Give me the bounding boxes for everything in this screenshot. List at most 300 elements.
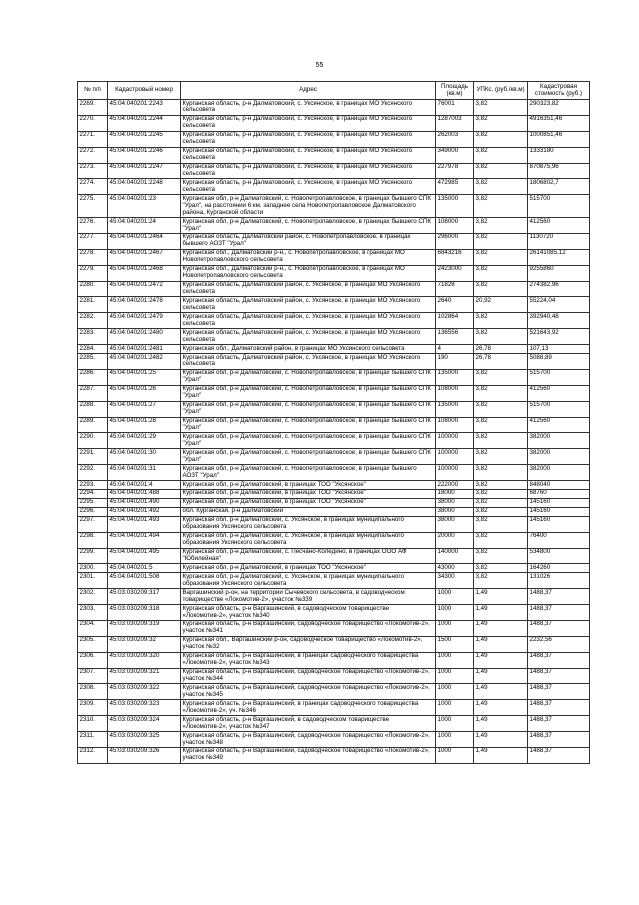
cell-area: 227978 [436, 163, 474, 179]
cell-upks: 3,82 [474, 179, 528, 195]
table-row [78, 465, 590, 481]
cadastral-table [77, 81, 590, 764]
cell-cost: 1488,37 [528, 589, 590, 605]
cell-area: 108000 [436, 218, 474, 234]
cell-area: 100000 [436, 433, 474, 449]
cell-cadastral: 45:03:030209:321 [108, 668, 181, 684]
cell-cost: 274382,96 [528, 281, 590, 297]
cell-cost: 9255860 [528, 265, 590, 281]
cell-area: 102864 [436, 313, 474, 329]
cell-cadastral: 45:04:040201:492 [108, 507, 181, 516]
cell-num: 2269. [78, 100, 108, 116]
cell-address: Курганская обл, р-н Далматовский, с. Новопетропавловское, в границах бывшего СПК "Урал" [181, 401, 436, 417]
cell-cadastral: 45:04:040201:2468 [108, 265, 181, 281]
cell-address: Курганская обл, р-н Далматовский, в границах ТОО "Уксянское" [181, 481, 436, 490]
cell-cost: 1488,37 [528, 684, 590, 700]
cell-address: Курганская область, р-н Варгашинский, в границах садоводческого товарищества «Локомотив-2», участок №343 [181, 652, 436, 668]
cell-address: Курганская обл, р-н Далматовский, с. Песчано-Коледино, в границах ООО АФ "Юбилейная" [181, 548, 436, 564]
table-row [78, 652, 590, 668]
cell-area: 135000 [436, 369, 474, 385]
cell-upks: 3,82 [474, 433, 528, 449]
cell-cost: 26141085,12 [528, 249, 590, 265]
cell-cost: 1488,37 [528, 620, 590, 636]
cell-area: 135000 [436, 401, 474, 417]
cell-cost: 1488,37 [528, 716, 590, 732]
cell-cost: 515700 [528, 369, 590, 385]
cell-cost: 1488,37 [528, 747, 590, 763]
table-row [78, 115, 590, 131]
table-row [78, 548, 590, 564]
cell-area: 1500 [436, 636, 474, 652]
cell-num: 2307. [78, 668, 108, 684]
table-row [78, 747, 590, 763]
cell-num: 2310. [78, 716, 108, 732]
table-row [78, 163, 590, 179]
cell-upks: 1,49 [474, 589, 528, 605]
cell-num: 2274. [78, 179, 108, 195]
cell-cost: 515700 [528, 195, 590, 218]
table-row [78, 401, 590, 417]
cell-address: Курганская обл, р-н Далматовский, с. Уксянское, в границах муниципального образования Уксянского сельсовета [181, 516, 436, 532]
cell-cost: 382000 [528, 465, 590, 481]
table-row [78, 589, 590, 605]
cell-cost: 1806802,7 [528, 179, 590, 195]
cell-cadastral: 45:03:030209:322 [108, 684, 181, 700]
cell-area: 76001 [436, 100, 474, 116]
table-row [78, 433, 590, 449]
cell-area: 1000 [436, 668, 474, 684]
cell-num: 2278. [78, 249, 108, 265]
cell-address: Курганская область, Далматовский район, с. Уксянское, в границах МО Уксянского сельсовета [181, 329, 436, 345]
cell-upks: 1,49 [474, 652, 528, 668]
cell-num: 2276. [78, 218, 108, 234]
cell-address: Курганская обл., Варгашинский р-он, садоводческое товарищество «Локомотив-2», участок №32 [181, 636, 436, 652]
cell-address: Курганская обл, р-н Далматовский, с. Уксянское, в границах муниципального образования Уксянского сельсовета [181, 532, 436, 548]
cell-num: 2296. [78, 507, 108, 516]
cell-area: 1287003 [436, 115, 474, 131]
cell-address: Курганская область, р-н Далматовский, с. Уксянское, в границах МО Уксянского сельсовета [181, 179, 436, 195]
table-row [78, 516, 590, 532]
cell-cost: 55224,04 [528, 297, 590, 313]
cell-cadastral: 45:04:040201:28 [108, 417, 181, 433]
cell-upks: 3,82 [474, 163, 528, 179]
cell-upks: 3,82 [474, 329, 528, 345]
cell-address: Курганская область, р-н Далматовский, с. Уксянское, в границах МО Уксянского сельсовета [181, 163, 436, 179]
cell-cost: 521643,92 [528, 329, 590, 345]
cell-upks: 3,82 [474, 265, 528, 281]
table-row [78, 449, 590, 465]
cell-num: 2292. [78, 465, 108, 481]
cell-address: Курганская область, р-н Варгашинский, садоводческое товарищество «Локомотив-2», участок №345 [181, 684, 436, 700]
cell-num: 2312. [78, 747, 108, 763]
cell-address: Курганская обл, р-н Далматовский, в границах ТОО "Уксянское" [181, 498, 436, 507]
table-row [78, 354, 590, 370]
cell-area: 4 [436, 345, 474, 354]
cell-area: 100000 [436, 449, 474, 465]
cell-cost: 290323,82 [528, 100, 590, 116]
cell-upks: 3,82 [474, 281, 528, 297]
cell-area: 38000 [436, 498, 474, 507]
table-row [78, 147, 590, 163]
cell-upks: 1,49 [474, 716, 528, 732]
cell-cost: 1488,37 [528, 668, 590, 684]
cell-num: 2277. [78, 233, 108, 249]
cell-num: 2280. [78, 281, 108, 297]
cell-area: 43000 [436, 564, 474, 573]
header-cadastral: Кадастровый номер [108, 82, 181, 100]
cell-cadastral: 45:04:040201:31 [108, 465, 181, 481]
table-row [78, 498, 590, 507]
cell-area: 472985 [436, 179, 474, 195]
cell-area: 1000 [436, 684, 474, 700]
cell-upks: 3,82 [474, 115, 528, 131]
cell-cost: 1333180 [528, 147, 590, 163]
cell-num: 2284. [78, 345, 108, 354]
cell-cadastral: 45:04:040201:2244 [108, 115, 181, 131]
cell-upks: 3,82 [474, 489, 528, 498]
cell-address: Курганская обл, р-н Далматовский, с. Уксянское, в границах муниципального образования Уксянского сельсовета [181, 573, 436, 589]
cell-address: Курганская обл., Далматовский р-н., с. Новопетропавловское, в границах МО Новопетропавловского сельсовета [181, 249, 436, 265]
header-area: Площадь (кв.м) [436, 82, 474, 100]
cell-cadastral: 45:04:040201:2480 [108, 329, 181, 345]
cell-num: 2305. [78, 636, 108, 652]
cell-address: Курганская обл, р-н Далматовский, в границах ТОО "Уксянское" [181, 489, 436, 498]
cell-cost: 1000851,46 [528, 131, 590, 147]
cell-cadastral: 45:03:030209:319 [108, 620, 181, 636]
cell-upks: 1,49 [474, 668, 528, 684]
cell-cadastral: 45:04:040201:2464 [108, 233, 181, 249]
table-row [78, 573, 590, 589]
cell-num: 2281. [78, 297, 108, 313]
cell-upks: 1,49 [474, 684, 528, 700]
cell-cadastral: 45:04:040201:29 [108, 433, 181, 449]
cell-cadastral: 45:04:040201:2245 [108, 131, 181, 147]
cell-cadastral: 45:04:040201:2478 [108, 297, 181, 313]
cell-upks: 3,82 [474, 498, 528, 507]
cell-area: 108000 [436, 417, 474, 433]
header-num: № п/п [78, 82, 108, 100]
cell-num: 2308. [78, 684, 108, 700]
cell-cost: 145160 [528, 498, 590, 507]
cell-upks: 3,82 [474, 131, 528, 147]
table-row [78, 233, 590, 249]
cell-cadastral: 45:04:040201:488 [108, 489, 181, 498]
cell-num: 2273. [78, 163, 108, 179]
cell-area: 1000 [436, 716, 474, 732]
cell-upks: 1,49 [474, 747, 528, 763]
cell-upks: 3,82 [474, 369, 528, 385]
cell-address: Курганская область, р-н Далматовский, с. Уксянское, в границах МО Уксянского сельсовета [181, 147, 436, 163]
cell-num: 2271. [78, 131, 108, 147]
table-row [78, 385, 590, 401]
cell-num: 2309. [78, 700, 108, 716]
cell-address: Курганская обл, р-н Далматовский, с. Новопетропавловское, в границах бывшего АОЗТ "Урал" [181, 465, 436, 481]
cell-num: 2279. [78, 265, 108, 281]
table-row [78, 369, 590, 385]
cell-address: Курганская обл, р-н Далматовский, с. Новопетропавловское, в границах бывшего СПК "Урал", на расстоянии 6 км. западнее села Новопетропавловское Далматовского района, Курганской области [181, 195, 436, 218]
cell-cadastral: 45:04:040201:2467 [108, 249, 181, 265]
cell-cost: 412560 [528, 218, 590, 234]
cell-cadastral: 45:04:040201:493 [108, 516, 181, 532]
cell-cost: 534800 [528, 548, 590, 564]
cell-num: 2303. [78, 605, 108, 621]
header-row [78, 82, 590, 100]
cell-address: Курганская область, Далматовский район, с. Новопетропавловское, в границах бывшего АОЗТ "Урал" [181, 233, 436, 249]
cell-upks: 3,82 [474, 507, 528, 516]
table-row [78, 297, 590, 313]
cell-upks: 26,78 [474, 354, 528, 370]
cell-cadastral: 45:04:040201:23 [108, 195, 181, 218]
table-body [78, 100, 590, 764]
cell-cadastral: 45:03:030209:320 [108, 652, 181, 668]
cell-num: 2289. [78, 417, 108, 433]
page-number: 55 [315, 62, 324, 69]
cell-area: 135000 [436, 195, 474, 218]
cell-cadastral: 45:04:040201:30 [108, 449, 181, 465]
cell-cadastral: 45:03:030209:32 [108, 636, 181, 652]
cell-upks: 1,49 [474, 636, 528, 652]
cell-upks: 3,82 [474, 195, 528, 218]
cell-cadastral: 45:04:040201:2248 [108, 179, 181, 195]
cell-address: Курганская обл, р-н Далматовский, с. Новопетропавловское, в границах бывшего СПК "Урал" [181, 449, 436, 465]
table-row [78, 732, 590, 748]
cell-num: 2275. [78, 195, 108, 218]
cell-area: 38000 [436, 507, 474, 516]
cell-area: 1000 [436, 620, 474, 636]
cell-cadastral: 45:04:040201:5 [108, 564, 181, 573]
cell-upks: 3,82 [474, 218, 528, 234]
table-row [78, 313, 590, 329]
cell-address: обл. Курганская, р-н Далматовский [181, 507, 436, 516]
cell-upks: 20,92 [474, 297, 528, 313]
cell-num: 2297. [78, 516, 108, 532]
cell-cost: 145160 [528, 507, 590, 516]
table-row [78, 265, 590, 281]
cell-num: 2270. [78, 115, 108, 131]
cell-num: 2302. [78, 589, 108, 605]
cell-num: 2293. [78, 481, 108, 490]
cell-cadastral: 45:04:040201:490 [108, 498, 181, 507]
cell-area: 296000 [436, 233, 474, 249]
cell-address: Курганская обл, р-н Далматовский, с. Новопетропавловское, в границах бывшего СПК "Урал" [181, 385, 436, 401]
cell-upks: 26,78 [474, 345, 528, 354]
cell-upks: 3,82 [474, 516, 528, 532]
table-row [78, 281, 590, 297]
header-cost: Кадастровая стоимость (руб.) [528, 82, 590, 100]
cell-upks: 3,82 [474, 481, 528, 490]
cell-address: Курганская область, р-н Далматовский, с. Уксянское, в границах МО Уксянского сельсовета [181, 100, 436, 116]
cell-cadastral: 45:04:040201:2472 [108, 281, 181, 297]
cell-area: 1000 [436, 700, 474, 716]
cell-area: 1000 [436, 652, 474, 668]
cell-address: Курганская область, р-н Варгашинский, садоводческое товарищество «Локомотив-2», участок №344 [181, 668, 436, 684]
cell-area: 1000 [436, 589, 474, 605]
cell-address: Курганская область, р-н Далматовский, с. Уксянское, в границах МО Уксянского сельсовета [181, 131, 436, 147]
cell-address: Курганская область, Далматовский район, с. Уксянское, в границах МО Уксянского сельсовета [181, 354, 436, 370]
cell-address: Курганская обл, р-н Далматовский, с. Новопетропавловское, в границах бывшего СПК "Урал" [181, 369, 436, 385]
cell-upks: 3,82 [474, 233, 528, 249]
cell-cost: 412560 [528, 385, 590, 401]
cell-upks: 3,82 [474, 449, 528, 465]
cell-num: 2287. [78, 385, 108, 401]
cell-address: Курганская обл, р-н Далматовский, с. Новопетропавловское, в границах бывшего СПК "Урал" [181, 218, 436, 234]
cell-area: 2640 [436, 297, 474, 313]
table-row [78, 532, 590, 548]
cell-cost: 412560 [528, 417, 590, 433]
cell-cadastral: 45:04:040201:508 [108, 573, 181, 589]
cell-num: 2306. [78, 652, 108, 668]
table-row [78, 489, 590, 498]
table-row [78, 329, 590, 345]
cell-cadastral: 45:04:040201:2479 [108, 313, 181, 329]
cell-upks: 3,82 [474, 313, 528, 329]
cell-num: 2283. [78, 329, 108, 345]
cell-area: 20000 [436, 532, 474, 548]
cell-cadastral: 45:04:040201:2246 [108, 147, 181, 163]
cell-upks: 3,82 [474, 548, 528, 564]
table-row [78, 620, 590, 636]
table-row [78, 564, 590, 573]
cell-area: 2423000 [436, 265, 474, 281]
table-row [78, 131, 590, 147]
cell-cadastral: 45:03:030209:317 [108, 589, 181, 605]
cell-area: 6843216 [436, 249, 474, 265]
cell-address: Курганская область, Далматовский район, с. Уксянское, в границах МО Уксянского сельсовета [181, 297, 436, 313]
cell-address: Курганская обл, р-н Далматовский, с. Новопетропавловское, в границах бывшего СПК "Урал" [181, 433, 436, 449]
cell-cadastral: 45:04:040201:24 [108, 218, 181, 234]
cell-area: 34300 [436, 573, 474, 589]
cell-area: 108000 [436, 385, 474, 401]
table-header [78, 82, 590, 100]
cell-cadastral: 45:03:030209:323 [108, 700, 181, 716]
cell-upks: 3,82 [474, 532, 528, 548]
cell-cost: 131026 [528, 573, 590, 589]
cell-num: 2272. [78, 147, 108, 163]
cell-num: 2288. [78, 401, 108, 417]
table-row [78, 195, 590, 218]
cell-cadastral: 45:04:040201:2243 [108, 100, 181, 116]
table-row [78, 345, 590, 354]
cell-cost: 145160 [528, 516, 590, 532]
cell-cost: 382000 [528, 449, 590, 465]
cell-cadastral: 45:04:040201:26 [108, 385, 181, 401]
cell-cost: 870875,96 [528, 163, 590, 179]
cell-cadastral: 45:04:040201:2481 [108, 345, 181, 354]
cell-upks: 3,82 [474, 564, 528, 573]
cell-address: Курганская область, р-н Варгашинский, садоводческое товарищество «Локомотив-2», участок №341 [181, 620, 436, 636]
cell-cadastral: 45:04:040201:4 [108, 481, 181, 490]
cell-num: 2294. [78, 489, 108, 498]
cell-num: 2286. [78, 369, 108, 385]
cell-area: 1000 [436, 732, 474, 748]
table-row [78, 700, 590, 716]
cell-cost: 5088,89 [528, 354, 590, 370]
cell-area: 100000 [436, 465, 474, 481]
cell-cadastral: 45:04:040201:25 [108, 369, 181, 385]
cell-cadastral: 45:03:030209:326 [108, 747, 181, 763]
cell-num: 2299. [78, 548, 108, 564]
cell-cadastral: 45:03:030209:324 [108, 716, 181, 732]
cell-upks: 3,82 [474, 385, 528, 401]
cell-cadastral: 45:04:040201:27 [108, 401, 181, 417]
cell-address: Курганская область, р-н Варгашинский, в границах садоводческого товарищества «Локомотив-2», уч. №346 [181, 700, 436, 716]
cell-cost: 4916351,46 [528, 115, 590, 131]
cell-num: 2282. [78, 313, 108, 329]
table-row [78, 100, 590, 116]
cell-upks: 3,82 [474, 147, 528, 163]
table-row [78, 716, 590, 732]
cell-cost: 515700 [528, 401, 590, 417]
cell-cadastral: 45:04:040201:2482 [108, 354, 181, 370]
cell-cadastral: 45:04:040201:495 [108, 548, 181, 564]
cell-upks: 3,82 [474, 417, 528, 433]
cell-area: 18000 [436, 489, 474, 498]
cell-area: 1000 [436, 747, 474, 763]
cell-area: 71828 [436, 281, 474, 297]
cell-cost: 1130720 [528, 233, 590, 249]
cell-area: 190 [436, 354, 474, 370]
cell-address: Курганская обл, р-н Далматовский, в границах ТОО "Уксянское" [181, 564, 436, 573]
cell-area: 262003 [436, 131, 474, 147]
cell-num: 2304. [78, 620, 108, 636]
cell-num: 2300. [78, 564, 108, 573]
cell-cost: 1488,37 [528, 700, 590, 716]
cell-address: Курганская область, р-н Варгашинский, садоводческое товарищество «Локомотив-2», участок №348 [181, 732, 436, 748]
cell-upks: 1,49 [474, 700, 528, 716]
cell-cost: 382000 [528, 433, 590, 449]
cell-upks: 1,49 [474, 620, 528, 636]
cell-num: 2311. [78, 732, 108, 748]
cell-address: Курганская область, Далматовский район, с. Уксянское, в границах МО Уксянского сельсовета [181, 313, 436, 329]
cell-address: Курганская обл., Далматовский р-н., с. Новопетропавловское, в границах МО Новопетропавловского сельсовета [181, 265, 436, 281]
cell-area: 349000 [436, 147, 474, 163]
cell-cost: 848040 [528, 481, 590, 490]
header-upks: УПКс. (руб./кв.м) [474, 82, 528, 100]
table-row [78, 179, 590, 195]
cell-num: 2291. [78, 449, 108, 465]
table-row [78, 218, 590, 234]
cell-upks: 3,82 [474, 401, 528, 417]
cell-upks: 3,82 [474, 573, 528, 589]
cell-num: 2285. [78, 354, 108, 370]
cell-upks: 3,82 [474, 465, 528, 481]
cell-address: Курганская область, р-н Варгашинский, садоводческое товарищество «Локомотив-2», участок №349 [181, 747, 436, 763]
cell-cost: 76400 [528, 532, 590, 548]
cell-upks: 1,49 [474, 732, 528, 748]
cell-address: Курганская область, р-н Варгашинский, в садоводческом товариществе «Локомотив-2», участок №340 [181, 605, 436, 621]
cell-upks: 1,49 [474, 605, 528, 621]
cell-upks: 3,82 [474, 249, 528, 265]
cell-cadastral: 45:03:030209:325 [108, 732, 181, 748]
cell-cost: 1488,37 [528, 652, 590, 668]
cell-area: 38000 [436, 516, 474, 532]
cell-area: 136556 [436, 329, 474, 345]
cell-cost: 2232,56 [528, 636, 590, 652]
cell-cadastral: 45:04:040201:494 [108, 532, 181, 548]
cell-address: Варгашинский р-он, на территории Сычевского сельсовета, в садоводческом товариществе «Локомотив-2», участок №339 [181, 589, 436, 605]
cell-cost: 392940,48 [528, 313, 590, 329]
header-address: Адрес [181, 82, 436, 100]
table-row [78, 605, 590, 621]
table-row [78, 684, 590, 700]
cell-cost: 1488,37 [528, 732, 590, 748]
cell-upks: 3,82 [474, 100, 528, 116]
table-row [78, 507, 590, 516]
cell-address: Курганская обл, р-н Далматовский, с. Новопетропавловское, в границах бывшего СПК "Урал" [181, 417, 436, 433]
cell-area: 140000 [436, 548, 474, 564]
cell-num: 2298. [78, 532, 108, 548]
cell-address: Курганская область, р-н Далматовский, с. Уксянское, в границах МО Уксянского сельсовета [181, 115, 436, 131]
